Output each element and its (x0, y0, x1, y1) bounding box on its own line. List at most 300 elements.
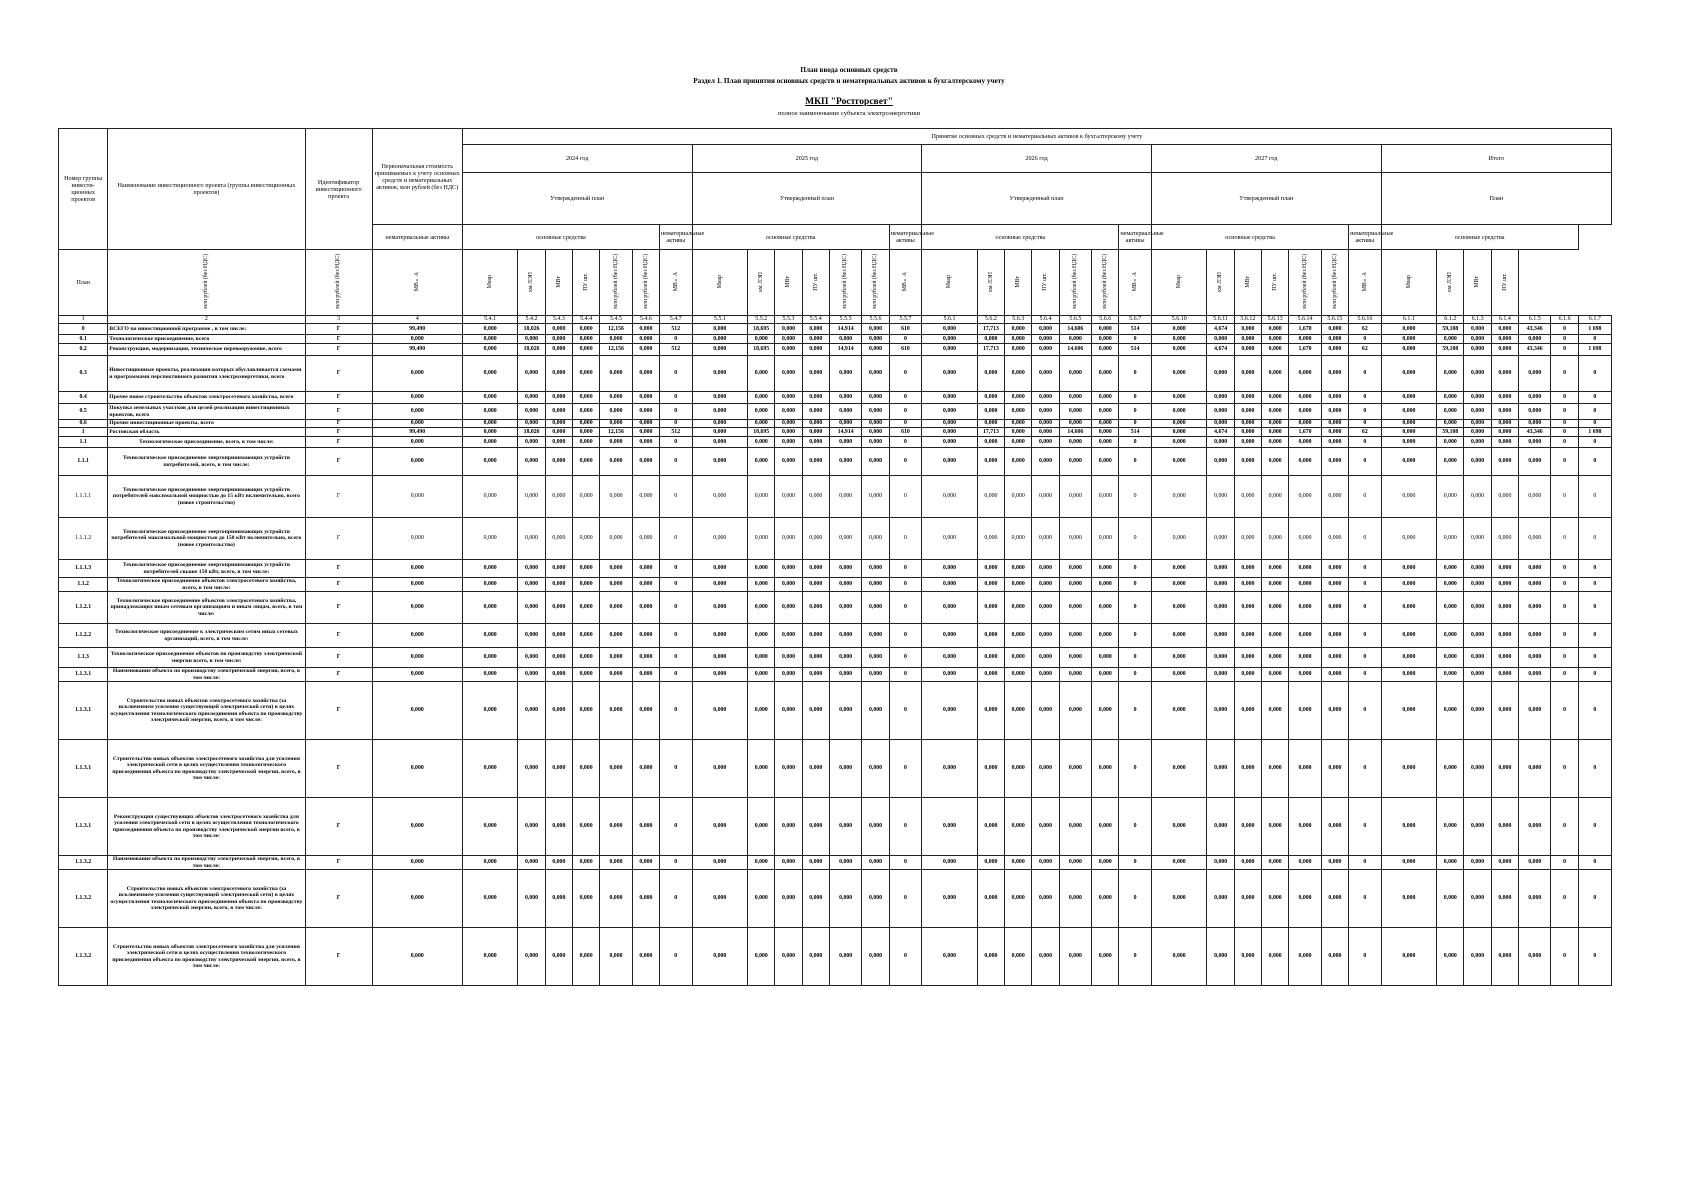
row-value: 0,000 (372, 740, 462, 798)
row-value: 0,000 (372, 420, 462, 428)
row-value: 0 (889, 870, 922, 928)
row-value: 0,000 (1289, 518, 1322, 560)
row-value: 0 (1551, 928, 1578, 986)
row-value: 0,000 (1059, 870, 1092, 928)
row-value: 0 (1349, 592, 1382, 624)
row-value: 0,000 (1518, 476, 1551, 518)
row-value: 0,000 (1092, 437, 1119, 448)
row-value: 0 (660, 560, 693, 578)
row-value: 0,000 (1092, 682, 1119, 740)
row-value: 0 (660, 356, 693, 392)
row-value: 0,000 (518, 404, 545, 420)
row-value: 0,000 (1381, 870, 1437, 928)
row-value: 0,000 (632, 428, 659, 437)
row-value: 0,000 (462, 668, 518, 682)
row-value: 0,000 (802, 420, 829, 428)
row-value: 0,000 (572, 420, 599, 428)
row-value: 0,000 (632, 344, 659, 356)
row-value: 0,000 (922, 428, 978, 437)
row-value: 12,156 (600, 324, 633, 335)
row-value: 0,000 (1005, 592, 1032, 624)
row-value: 0,000 (1437, 624, 1464, 648)
row-value: 0,000 (748, 335, 775, 344)
intangible-assets-header: нематериальные активы (889, 225, 922, 250)
row-value: 0,000 (545, 648, 572, 668)
org-name: МКП "Ростгорсвет" (805, 97, 893, 107)
row-value: 0,000 (1464, 798, 1491, 856)
row-value: 0,000 (462, 578, 518, 592)
row-value: 0,000 (1518, 668, 1551, 682)
row-value: 0,000 (632, 392, 659, 404)
row-name: Технологическое присоединение объектов электросетевого хозяйства, всего, в том числе: (108, 578, 305, 592)
row-value: 0 (889, 578, 922, 592)
row-value: 0,000 (802, 448, 829, 476)
row-id: Г (305, 740, 372, 798)
row-value: 0,000 (775, 740, 802, 798)
row-value: 0,000 (748, 448, 775, 476)
row-value: 0,000 (1092, 560, 1119, 578)
row-name: ВСЕГО по инвестиционной программе , в том числе: (108, 324, 305, 335)
table-row (59, 856, 1612, 870)
unit-label: млн рублей (без НДС) (642, 254, 649, 309)
row-value: 62 (1349, 428, 1382, 437)
row-value: 0,000 (1464, 740, 1491, 798)
row-value: 0,000 (572, 578, 599, 592)
row-value: 0,000 (1234, 798, 1261, 856)
unit-label: Мвар (716, 274, 723, 289)
row-value: 0,000 (572, 560, 599, 578)
row-value: 0 (1551, 648, 1578, 668)
row-name: Технологическое присоединение объектов по производству электрической энергии всего, в том числе: (108, 648, 305, 668)
row-value: 0,000 (802, 404, 829, 420)
row-value: 0,000 (1289, 392, 1322, 404)
column-number: 5.6.12 (1234, 316, 1261, 324)
row-number: 1.1.3.1 (59, 682, 108, 740)
row-value: 0,000 (1321, 560, 1348, 578)
row-value: 0,000 (1234, 518, 1261, 560)
row-value: 0,000 (1151, 870, 1207, 928)
row-value: 0,000 (1092, 518, 1119, 560)
row-value: 0,000 (1518, 437, 1551, 448)
row-value: 0,000 (1092, 420, 1119, 428)
row-value: 0,000 (1005, 578, 1032, 592)
row-value: 0,000 (1518, 560, 1551, 578)
row-value: 0,000 (922, 870, 978, 928)
row-value: 0,000 (1092, 928, 1119, 986)
row-value: 0,000 (862, 668, 889, 682)
row-value: 0,000 (372, 648, 462, 668)
row-value: 0,000 (829, 392, 862, 404)
column-number: 6.1.1 (1381, 316, 1437, 324)
row-value: 0 (1349, 870, 1382, 928)
row-value: 0,000 (1032, 798, 1059, 856)
row-value: 0,000 (1151, 356, 1207, 392)
row-value: 0,000 (1262, 476, 1289, 518)
row-value: 0,000 (600, 335, 633, 344)
row-value: 62 (1349, 344, 1382, 356)
row-value: 0,000 (1005, 448, 1032, 476)
unit-header (829, 250, 862, 316)
row-value: 0,000 (372, 856, 462, 870)
row-name: Технологическое присоединение к электрическим сетям иных сетевых организаций, всего, в том числе: (108, 624, 305, 648)
row-value: 0,000 (1491, 476, 1518, 518)
unit-label: МВ×А (902, 271, 909, 292)
row-value: 0,000 (1464, 560, 1491, 578)
row-value: 0,000 (1289, 648, 1322, 668)
row-value: 0 (1578, 928, 1611, 986)
row-value: 0,000 (1151, 335, 1207, 344)
row-value: 0,000 (372, 356, 462, 392)
table-row (59, 928, 1612, 986)
row-value: 0,000 (922, 518, 978, 560)
row-value: 0,000 (1321, 344, 1348, 356)
row-value: 0,000 (632, 798, 659, 856)
row-value: 0,000 (1092, 392, 1119, 404)
period-plan: Утвержденный план (462, 173, 692, 225)
row-value: 0 (1349, 560, 1382, 578)
row-value: 0,000 (600, 870, 633, 928)
row-name: Технологическое присоединение энергопринимающих устройств потребителей свыше 150 кВт, всего, в том числе: (108, 560, 305, 578)
row-value: 0,000 (545, 624, 572, 648)
unit-label: МВ×А (672, 271, 679, 292)
unit-header (108, 250, 305, 316)
row-value: 0,000 (977, 682, 1004, 740)
row-value: 0,000 (1437, 437, 1464, 448)
period-year: Итого (1381, 145, 1611, 173)
row-value: 0,000 (462, 560, 518, 578)
unit-label: км ЛЭП (1217, 271, 1224, 292)
row-number: 1.1.3 (59, 648, 108, 668)
row-value: 0 (1349, 335, 1382, 344)
row-value: 0,000 (372, 592, 462, 624)
row-value: 512 (660, 324, 693, 335)
row-value: 0,000 (1491, 344, 1518, 356)
row-value: 0,000 (518, 682, 545, 740)
row-value: 0,000 (775, 928, 802, 986)
row-value: 0,000 (1262, 420, 1289, 428)
row-value: 0,000 (572, 668, 599, 682)
row-value: 0,000 (518, 668, 545, 682)
row-value: 0 (889, 740, 922, 798)
row-value: 0,000 (1059, 798, 1092, 856)
row-value: 0,000 (802, 740, 829, 798)
row-value: 0,000 (1464, 624, 1491, 648)
row-value: 0,000 (775, 682, 802, 740)
row-value: 0,000 (1032, 624, 1059, 648)
row-value: 0,000 (1032, 344, 1059, 356)
column-number: 6.1.5 (1518, 316, 1551, 324)
row-value: 0,000 (802, 392, 829, 404)
row-value: 0 (1119, 592, 1152, 624)
row-value: 0 (660, 476, 693, 518)
row-value: 99,490 (372, 428, 462, 437)
row-value: 0,000 (1092, 592, 1119, 624)
row-number: 0.3 (59, 356, 108, 392)
row-value: 0,000 (692, 856, 748, 870)
row-value: 0,000 (600, 356, 633, 392)
row-value: 0,000 (1262, 624, 1289, 648)
intangible-assets-header: нематериальные активы (1349, 225, 1382, 250)
row-value: 0,000 (862, 344, 889, 356)
row-value: 0,000 (802, 437, 829, 448)
row-value: 0,000 (1437, 392, 1464, 404)
row-value: 0,000 (518, 928, 545, 986)
row-value: 0,000 (545, 560, 572, 578)
row-value: 0,000 (1151, 798, 1207, 856)
row-value: 1,670 (1289, 324, 1322, 335)
row-value: 0,000 (1321, 798, 1348, 856)
row-value: 0,000 (372, 798, 462, 856)
row-value: 0 (889, 392, 922, 404)
row-value: 0,000 (1234, 578, 1261, 592)
row-value: 0,000 (1151, 392, 1207, 404)
row-number: 1.1.3.2 (59, 870, 108, 928)
row-value: 0,000 (1464, 324, 1491, 335)
row-value: 0,000 (1321, 578, 1348, 592)
row-value: 0,000 (462, 404, 518, 420)
row-value: 0,000 (1207, 578, 1234, 592)
row-value: 0,000 (1092, 624, 1119, 648)
unit-label: млн рублей (без НДС) (1301, 254, 1308, 309)
row-value: 0,000 (1262, 648, 1289, 668)
row-value: 0 (889, 356, 922, 392)
row-value: 0,000 (802, 798, 829, 856)
row-value: 0,000 (1005, 404, 1032, 420)
row-value: 0,000 (775, 356, 802, 392)
row-value: 0,000 (1059, 476, 1092, 518)
row-value: 0,000 (1464, 420, 1491, 428)
row-value: 0,000 (518, 592, 545, 624)
row-value: 0,000 (1491, 404, 1518, 420)
column-number: 5.6.11 (1207, 316, 1234, 324)
row-value: 0 (1349, 404, 1382, 420)
row-value: 0,000 (922, 420, 978, 428)
row-value: 0,000 (1437, 682, 1464, 740)
row-value: 0,000 (1234, 404, 1261, 420)
doc-title: План ввода основных средств (800, 66, 898, 74)
row-value: 0,000 (1321, 740, 1348, 798)
row-value: 0,000 (1262, 518, 1289, 560)
row-value: 0,000 (600, 476, 633, 518)
row-value: 0,000 (1491, 560, 1518, 578)
row-value: 0,000 (802, 476, 829, 518)
row-value: 0,000 (600, 856, 633, 870)
row-value: 0,000 (802, 518, 829, 560)
row-value: 0,000 (1381, 448, 1437, 476)
header-name: Наименование инвестиционного проекта (группы инвестиционных проектов) (108, 129, 305, 250)
row-value: 0,000 (1234, 476, 1261, 518)
row-value: 0,000 (775, 592, 802, 624)
column-number: 5.6.6 (1092, 316, 1119, 324)
row-value: 0,000 (1059, 518, 1092, 560)
row-value: 0,000 (862, 856, 889, 870)
row-value: 0,000 (600, 392, 633, 404)
column-number: 5.6.2 (977, 316, 1004, 324)
row-value: 0,000 (462, 740, 518, 798)
row-value: 0,000 (462, 437, 518, 448)
row-value: 0 (889, 448, 922, 476)
row-value: 0,000 (862, 560, 889, 578)
row-value: 0,000 (462, 624, 518, 648)
column-number: 6.1.4 (1491, 316, 1518, 324)
row-value: 610 (889, 344, 922, 356)
row-value: 18,026 (518, 428, 545, 437)
row-value: 0,000 (775, 648, 802, 668)
unit-header (1207, 250, 1234, 316)
row-value: 0 (1551, 420, 1578, 428)
row-value: 0,000 (545, 428, 572, 437)
row-value: 0,000 (829, 578, 862, 592)
row-value: 0,000 (462, 870, 518, 928)
row-value: 0,000 (600, 798, 633, 856)
row-value: 0,000 (600, 740, 633, 798)
row-value: 0,000 (1518, 578, 1551, 592)
unit-header (1234, 250, 1261, 316)
row-value: 0 (1551, 476, 1578, 518)
row-value: 0,000 (1207, 356, 1234, 392)
row-value: 0,000 (632, 668, 659, 682)
row-id: Г (305, 798, 372, 856)
row-value: 0,000 (862, 578, 889, 592)
row-value: 0,000 (1381, 624, 1437, 648)
row-value: 0,000 (600, 518, 633, 560)
row-value: 0,000 (462, 344, 518, 356)
row-value: 0,000 (1092, 476, 1119, 518)
column-number: 5.4.6 (632, 316, 659, 324)
row-value: 0,000 (802, 560, 829, 578)
row-value: 0 (1119, 392, 1152, 404)
row-value: 0,000 (977, 560, 1004, 578)
unit-header (692, 250, 748, 316)
row-value: 0 (1578, 578, 1611, 592)
row-value: 0,000 (600, 648, 633, 668)
row-value: 0,000 (829, 356, 862, 392)
row-value: 514 (1119, 428, 1152, 437)
row-value: 0,000 (462, 648, 518, 668)
row-value: 0,000 (1032, 648, 1059, 668)
row-name: Технологическое присоединение, всего (108, 335, 305, 344)
column-number: 5.6.3 (1005, 316, 1032, 324)
row-value: 0,000 (372, 518, 462, 560)
row-value: 0,000 (545, 740, 572, 798)
row-value: 0,000 (977, 518, 1004, 560)
row-value: 0,000 (1032, 420, 1059, 428)
row-value: 0,000 (572, 740, 599, 798)
row-value: 0,000 (1032, 428, 1059, 437)
row-value: 0,000 (1234, 668, 1261, 682)
row-value: 0,000 (1059, 448, 1092, 476)
row-value: 0,000 (922, 856, 978, 870)
row-value: 0,000 (1289, 668, 1322, 682)
column-number: 5.5.2 (748, 316, 775, 324)
row-value: 0,000 (977, 404, 1004, 420)
row-value: 0,000 (1005, 392, 1032, 404)
column-number: 5.6.16 (1349, 316, 1382, 324)
row-value: 0,000 (748, 592, 775, 624)
row-value: 0 (1551, 437, 1578, 448)
row-value: 0 (660, 518, 693, 560)
row-value: 0 (1349, 798, 1382, 856)
row-number: 0.4 (59, 392, 108, 404)
row-value: 0,000 (692, 740, 748, 798)
row-value: 14,914 (829, 428, 862, 437)
row-value: 0,000 (1289, 437, 1322, 448)
row-value: 0,000 (1207, 437, 1234, 448)
row-value: 0 (1578, 870, 1611, 928)
row-value: 0,000 (862, 428, 889, 437)
row-value: 0,000 (829, 420, 862, 428)
row-name: Строительство новых объектов электросетевого хозяйства для усиления электрической сети в целях осуществления технологического присоединения объекта по производству электрической энергии, всего, в том числе: (108, 928, 305, 986)
row-value: 14,606 (1059, 344, 1092, 356)
row-value: 0,000 (775, 668, 802, 682)
row-value: 0,000 (572, 344, 599, 356)
unit-header (1289, 250, 1322, 316)
row-value: 0,000 (977, 578, 1004, 592)
row-value: 0,000 (1262, 668, 1289, 682)
row-value: 0,000 (572, 870, 599, 928)
row-value: 0,000 (692, 624, 748, 648)
row-value: 0,000 (922, 648, 978, 668)
row-value: 0,000 (1491, 420, 1518, 428)
row-value: 0,000 (1437, 420, 1464, 428)
row-value: 0,000 (1437, 648, 1464, 668)
row-number: 0.6 (59, 420, 108, 428)
unit-header (977, 250, 1004, 316)
row-value: 0,000 (545, 518, 572, 560)
row-value: 0,000 (775, 870, 802, 928)
row-value: 0,000 (632, 324, 659, 335)
row-value: 0,000 (1059, 437, 1092, 448)
row-id: Г (305, 578, 372, 592)
row-value: 4,674 (1207, 428, 1234, 437)
row-value: 0,000 (572, 448, 599, 476)
row-value: 0 (1551, 356, 1578, 392)
table-row (59, 448, 1612, 476)
column-number: 5.5.3 (775, 316, 802, 324)
unit-header (462, 250, 518, 316)
row-value: 0,000 (1005, 648, 1032, 668)
row-id: Г (305, 420, 372, 428)
row-value: 0,000 (1381, 404, 1437, 420)
row-number: 1.1.2.1 (59, 592, 108, 624)
row-value: 0,000 (1518, 420, 1551, 428)
row-value: 0,000 (1464, 928, 1491, 986)
row-value: 0,000 (1262, 740, 1289, 798)
row-value: 0,000 (692, 356, 748, 392)
row-value: 0 (1119, 437, 1152, 448)
row-number: 1.1.3.1 (59, 740, 108, 798)
row-value: 0,000 (1381, 668, 1437, 682)
row-value: 0,000 (1151, 682, 1207, 740)
row-number: 1.1.1.1 (59, 476, 108, 518)
row-value: 0,000 (545, 856, 572, 870)
row-value: 0,000 (545, 356, 572, 392)
column-number: 5.6.14 (1289, 316, 1322, 324)
row-value: 0 (1349, 392, 1382, 404)
row-value: 0,000 (1234, 624, 1261, 648)
row-value: 0,000 (692, 428, 748, 437)
row-value: 0,000 (748, 518, 775, 560)
row-value: 0,000 (1151, 344, 1207, 356)
row-value: 0 (1349, 740, 1382, 798)
row-value: 0,000 (775, 420, 802, 428)
row-value: 0,000 (1151, 518, 1207, 560)
row-value: 0,000 (1381, 335, 1437, 344)
row-value: 0,000 (977, 592, 1004, 624)
row-value: 0,000 (572, 798, 599, 856)
row-value: 0,000 (1518, 356, 1551, 392)
row-value: 0,000 (1491, 428, 1518, 437)
